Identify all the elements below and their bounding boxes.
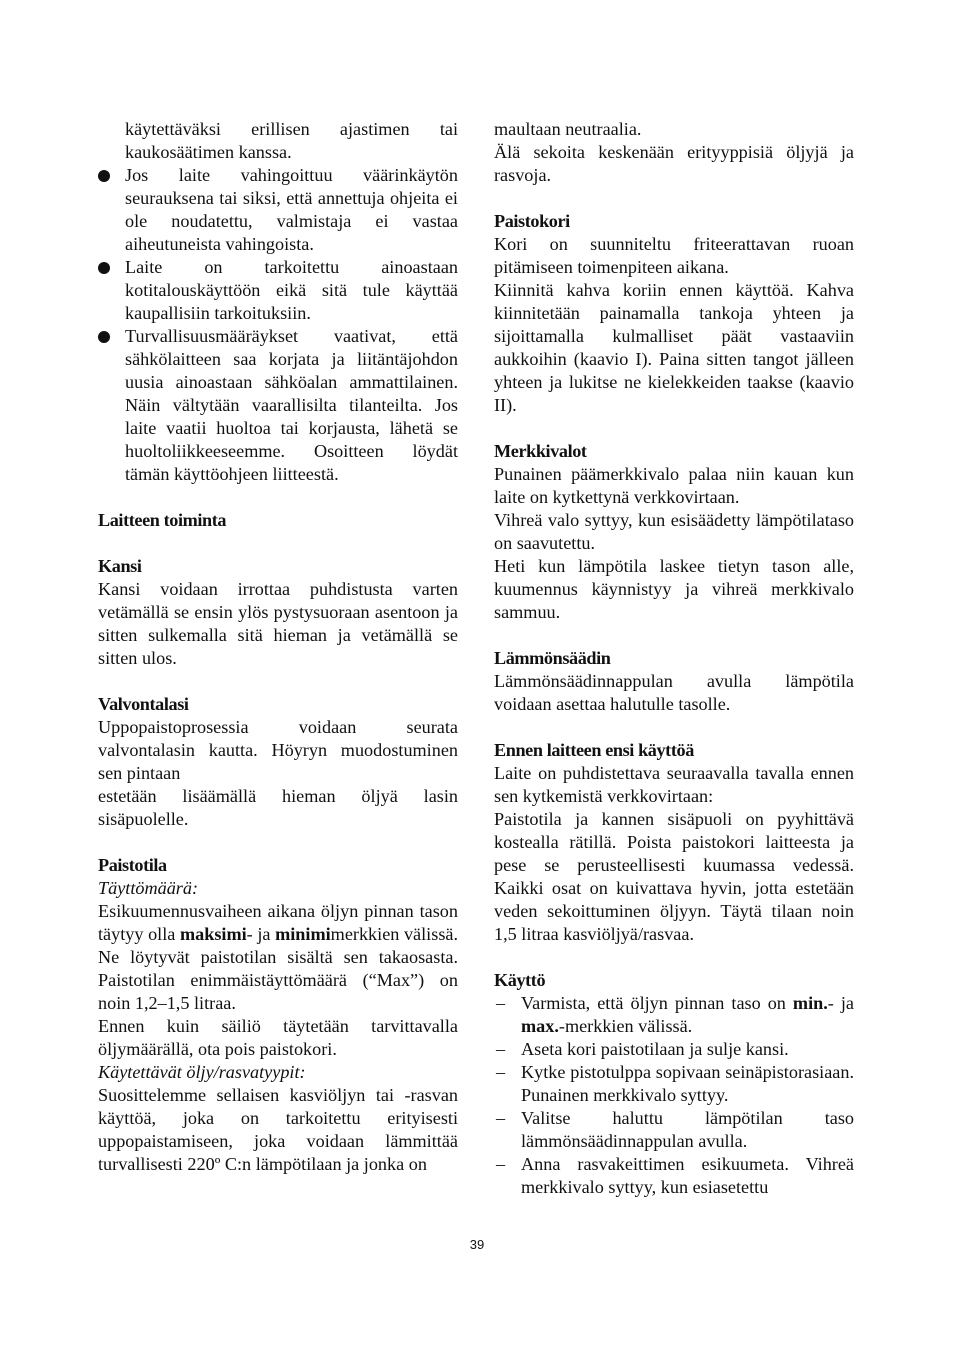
list-item: – Anna rasvakeittimen esikuumeta. Vihreä merkkivalo syttyy, kun esiasetettu xyxy=(496,1154,854,1197)
continuation-line: maultaan neutraalia. xyxy=(494,119,642,139)
continuation-paragraph: Älä sekoita keskenään erityyppisiä öljyjä ja rasvoja. xyxy=(494,142,854,185)
bullet-dot-icon xyxy=(98,331,110,343)
list-item: – Varmista, että öljyn pinnan taso on min.- ja max.-merkkien välissä. xyxy=(496,993,854,1036)
right-column xyxy=(494,118,854,1199)
paistotila-paragraph-3: Suosittelemme sellaisen kasviöljyn tai -rasvan käyttöä, joka on tarkoitettu erityisesti uppopaistamiseen, joka voidaan lämmittää turvallisesti 220º C:n lämpötilaan ja jonka on xyxy=(98,1085,458,1174)
lammonsaadin-text: Lämmönsäädinnappulan avulla lämpötila voidaan asettaa halutulle tasolle. xyxy=(494,671,854,714)
heading-kansi: Kansi xyxy=(98,556,142,576)
subheading-oljytyypit: Käytettävät öljy/rasvatyypit: xyxy=(98,1062,306,1082)
bullet-dot-icon xyxy=(98,262,110,274)
bullet-item: Turvallisuusmääräykset vaativat, että sähkölaitteen saa korjata ja liitäntäjohdon uusia ainoastaan sähköalan ammattilainen. Näin vältytään vaarallisilta tilanteilta. Jos laite vaatii huoltoa tai korjausta, lähetä se huoltoliikkeeseemme. Osoitteen löydät tämän käyttöohjeen liitteestä. xyxy=(98,325,458,486)
heading-merkkivalot: Merkkivalot xyxy=(494,441,587,461)
page-number: 39 xyxy=(469,1237,485,1252)
usage-step-list xyxy=(494,992,854,1199)
list-item: – Kytke pistotulppa sopivaan seinäpistorasiaan. Punainen merkkivalo syttyy. xyxy=(496,1062,854,1105)
heading-ennen-kayttoa: Ennen laitteen ensi käyttöä xyxy=(494,740,694,760)
paistokori-text-2: Kiinnitä kahva koriin ennen käyttöä. Kahva kiinnitetään painamalla tankoja yhteen ja sijoittamalla kulmalliset päät vastaaviin aukkoihin (kaavio I). Paina sitten tangot jälleen yhteen ja lukitse ne kielekkeiden taakse (kaavio II). xyxy=(494,280,854,415)
list-item: – Valitse haluttu lämpötilan taso lämmönsäädinnappulan avulla. xyxy=(496,1108,854,1151)
paistokori-text-1: Kori on suunniteltu friteerattavan ruoan pitämiseen toimenpiteen aikana. xyxy=(494,234,854,277)
heading-kaytto: Käyttö xyxy=(494,970,546,990)
heading-valvontalasi: Valvontalasi xyxy=(98,694,189,714)
bullet-dot-icon xyxy=(98,170,110,182)
section-heading-laitteen-toiminta: Laitteen toiminta xyxy=(98,510,227,530)
intro-continuation: käytettäväksi erillisen ajastimen tai kaukosäätimen kanssa. xyxy=(125,119,458,162)
kansi-text: Kansi voidaan irrottaa puhdistusta varten vetämällä se ensin ylös pystysuoraan asentoon ja sitten sulkemalla sitä hieman ja vetämällä se sitten ulos. xyxy=(98,579,458,668)
merkkivalot-text-2: Vihreä valo syttyy, kun esisäädetty lämpötilataso on saavutettu. xyxy=(494,510,854,553)
valvontalasi-text-2: estetään lisäämällä hieman öljyä lasin sisäpuolelle. xyxy=(98,786,458,829)
paistotila-paragraph-1: Esikuumennusvaiheen aikana öljyn pinnan tason täytyy olla maksimi- ja minimimerkkien välissä. Ne löytyvät paistotilan sisältä sen takaosasta. Paistotilan enimmäistäyttömäärä (“Max”) on noin 1,2–1,5 litraa. xyxy=(98,901,459,1013)
merkkivalot-text-1: Punainen päämerkkivalo palaa niin kauan kun laite on kytkettynä verkkovirtaan. xyxy=(494,464,854,507)
merkkivalot-text-3: Heti kun lämpötila laskee tietyn tason alle, kuumennus käynnistyy ja vihreä merkkivalo sammuu. xyxy=(494,556,854,622)
heading-paistokori: Paistokori xyxy=(494,211,570,231)
list-item: – Aseta kori paistotilaan ja sulje kansi. xyxy=(496,1039,789,1059)
valvontalasi-text-1: Uppopaistoprosessia voidaan seurata valvontalasin kautta. Höyryn muodostuminen sen pintaan xyxy=(98,717,458,783)
ennen-text-2: Paistotila ja kannen sisäpuoli on pyyhittävä kostealla rätillä. Poista paistokori laitteesta ja pese se perusteellisesti kuumassa vedessä. Kaikki osat on kuivattava hyvin, jotta estetään veden sekoittuminen öljyyn. Täytä tilaan noin 1,5 litraa kasviöljyä/rasvaa. xyxy=(494,809,854,944)
safety-bullet-list xyxy=(98,164,458,486)
heading-lammonsaadin: Lämmönsäädin xyxy=(494,648,611,668)
ennen-text-1: Laite on puhdistettava seuraavalla tavalla ennen sen kytkemistä verkkovirtaan: xyxy=(494,763,854,806)
subheading-tayttomaara: Täyttömäärä: xyxy=(98,878,199,898)
heading-paistotila: Paistotila xyxy=(98,855,167,875)
bullet-item: Laite on tarkoitettu ainoastaan kotitalouskäyttöön eikä sitä tule käyttää kaupallisiin tarkoituksiin. xyxy=(98,256,458,325)
bullet-item: Jos laite vahingoittuu väärinkäytön seurauksena tai siksi, että annettuja ohjeita ei ole noudatettu, valmistaja ei vastaa aiheutuneista vahingoista. xyxy=(98,164,458,256)
left-column xyxy=(98,118,458,1176)
paistotila-paragraph-2: Ennen kuin säiliö täytetään tarvittavalla öljymäärällä, ota pois paistokori. xyxy=(98,1016,458,1059)
